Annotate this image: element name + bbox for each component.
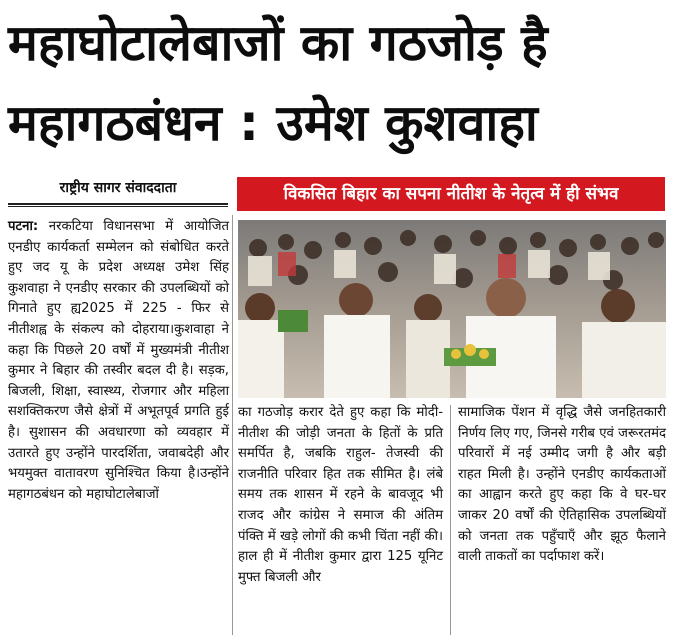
article-column-3 (458, 403, 666, 568)
headline-line-1: महाघोटालेबाजों का गठजोड़ है (8, 14, 548, 72)
headline-line-2: महागठबंधन : उमेश कुशवाहा (8, 94, 538, 152)
article-text-col2: का गठजोड़ करार देते हुए कहा कि मोदी- नीतीश की जोड़ी जनता के हितों के प्रति समर्पित है, जबकि राहुल- तेजस्वी की राजनीति परिवार हित तक सीमित है। लंबे समय तक शासन में रहने के बावजूद भी राजद और कांग्रेस ने समाज की अंतिम पंक्ति में खड़े लोगों की कभी चिंता नहीं की। हाल ही में नीतीश कुमार द्वारा 125 यूनिट मुफ्त बिजली और (238, 405, 443, 585)
byline-divider (8, 203, 228, 205)
column-divider-2 (450, 405, 451, 635)
subheadline-banner: विकसित बिहार का सपना नीतीश के नेतृत्व में ही संभव (237, 177, 665, 211)
article-text-col3: सामाजिक पेंशन में वृद्धि जैसे जनहितकारी निर्णय लिए गए, जिनसे गरीब एवं जरूरतमंद परिवारों में नई उम्मीद जगी है और बड़ी राहत मिली है। उन्होंने एनडीए कार्यकताओं का आह्वान करते हुए कहा कि वे घर-घर जाकर 20 वर्षों की ऐतिहासिक उपलब्धियों को जनता तक पहुँचाएँ और झूठ फैलाने वाली ताकतों का पर्दाफाश करें। (458, 405, 666, 565)
news-photo (238, 220, 666, 398)
byline-divider-thin (8, 206, 228, 207)
column-divider-1 (232, 215, 233, 635)
dateline: पटना: (8, 219, 39, 234)
article-column-1 (8, 217, 229, 505)
byline: राष्ट्रीय सागर संवाददाता (59, 180, 177, 196)
article-text-col1: नरकटिया विधानसभा में आयोजित एनडीए कार्यकर्ता सम्मेलन को संबोधित करते हुए जद यू के प्रदेश अध्यक्ष उमेश सिंह कुशवाहा ने एनडीए सरकार की उपलब्धियों को गिनाते हुए ह्य2025 में 225 - फिर से नीतीशह्व के संकल्प को दोहराया।कुशवाहा ने कहा कि पिछले 20 वर्षों में मुख्यमंत्री नीतीश कुमार ने बिहार की तस्वीर बदल दी है। सड़क, बिजली, शिक्षा, स्वास्थ्य, रोजगार और महिला सशक्तिकरण जैसे क्षेत्रों में अभूतपूर्व प्रगति हुई है। सुशासन की अवधारणा को व्यवहार में उतारते हुए उन्होंने पारदर्शिता, जवाबदेही और भयमुक्त वातावरण सुनिश्चित किया है।उन्होंने महागठबंधन को महाघोटालेबाजों (8, 219, 229, 502)
article-column-2 (238, 403, 443, 588)
